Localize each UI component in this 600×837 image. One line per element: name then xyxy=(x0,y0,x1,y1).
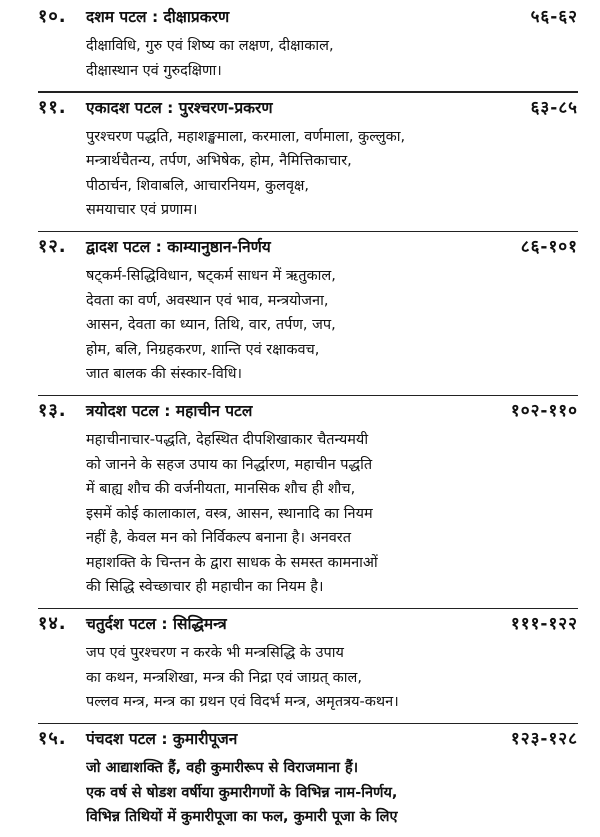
summary-line: महाचीनाचार-पद्धति, देहस्थित दीपशिखाकार चैतन्यमयी xyxy=(86,432,369,448)
entry-heading xyxy=(38,95,578,121)
page-range: १०२-११० xyxy=(510,401,578,421)
chapter-number: १३. xyxy=(38,400,67,421)
chapter-title: चतुर्दश पटल : सिद्धिमन्त्र xyxy=(86,615,227,633)
summary-line: नहीं है, केवल मन को निर्विकल्प बनाना है। अनवरत xyxy=(86,530,351,546)
toc-entry-14 xyxy=(38,611,578,724)
chapter-summary xyxy=(86,260,578,393)
summary-line: देवता का वर्ण, अवस्थान एवं भाव, मन्त्रयोजना, xyxy=(86,292,329,309)
summary-line: एक वर्ष से षोडश वर्षीया कुमारीगणों के विभिन्न नाम-निर्णय, xyxy=(86,784,398,801)
entry-heading xyxy=(38,234,578,260)
chapter-title: द्वादश पटल : काम्यानुष्ठान-निर्णय xyxy=(86,238,271,256)
toc-entry-15 xyxy=(38,726,578,830)
summary-line: समयाचार एवं प्रणाम। xyxy=(86,202,198,218)
summary-line: विभिन्न तिथियों में कुमारीपूजा का फल, कुमारी पूजा के लिए xyxy=(86,809,398,825)
page-range: १११-१२२ xyxy=(510,614,578,634)
summary-line: पुरश्चरण पद्धति, महाशङ्खमाला, करमाला, वर्णमाला, कुल्लुका, xyxy=(86,128,406,145)
chapter-title: एकादश पटल : पुरश्चरण-प्रकरण xyxy=(86,98,273,117)
chapter-summary xyxy=(86,424,578,606)
summary-line: पीठार्चन, शिवाबलि, आचारनियम, कुलवृक्ष, xyxy=(86,177,310,194)
summary-line: होम, बलि, निग्रहकरण, शान्ति एवं रक्षाकवच, xyxy=(86,341,320,358)
chapter-title: दशम पटल : दीक्षाप्रकरण xyxy=(86,8,230,26)
entry-heading xyxy=(38,4,578,30)
summary-line: को जानने के सहज उपाय का निर्द्धारण, महाचीन पद्धति xyxy=(86,456,373,473)
summary-line: जात बालक की संस्कार-विधि। xyxy=(86,366,242,382)
entry-heading xyxy=(38,398,578,424)
divider-rule xyxy=(38,395,578,397)
chapter-number: १२. xyxy=(38,236,67,257)
summary-line: इसमें कोई कालाकाल, वस्त्र, आसन, स्थानादि का नियम xyxy=(86,505,373,522)
toc-entry-11 xyxy=(38,95,578,233)
page-range: १२३-१२८ xyxy=(510,729,578,749)
toc-entry-10 xyxy=(38,4,578,93)
summary-line: मन्त्रार्थचैतन्य, तर्पण, अभिषेक, होम, नैमित्तिकाचार, xyxy=(86,153,352,169)
divider-rule xyxy=(38,608,578,610)
summary-line: षट्कर्म-सिद्धिविधान, षट्कर्म साधन में ऋतुकाल, xyxy=(86,268,336,284)
page-range: ६३-८५ xyxy=(530,97,578,118)
chapter-title: पंचदश पटल : कुमारीपूजन xyxy=(86,730,238,748)
summary-line: में बाह्य शौच की वर्जनीयता, मानसिक शौच ही शौच, xyxy=(86,481,356,497)
chapter-summary xyxy=(86,121,578,229)
divider-rule xyxy=(38,91,578,93)
page-range: ८६-१०१ xyxy=(520,237,578,257)
divider-rule xyxy=(38,723,578,725)
chapter-number: ११. xyxy=(38,96,67,118)
chapter-number: १०. xyxy=(38,6,67,27)
summary-line: का कथन, मन्त्रशिखा, मन्त्र की निद्रा एवं जाग्रत् काल, xyxy=(86,669,362,686)
toc-entry-12 xyxy=(38,234,578,396)
chapter-summary xyxy=(86,752,578,830)
chapter-number: १४. xyxy=(38,613,67,634)
chapter-number: १५. xyxy=(38,728,67,749)
summary-line: दीक्षाविधि, गुरु एवं शिष्य का लक्षण, दीक्षाकाल, xyxy=(86,38,334,54)
entry-heading xyxy=(38,726,578,752)
summary-line: जप एवं पुरश्चरण न करके भी मन्त्रसिद्धि के उपाय xyxy=(86,645,344,661)
page-range: ५६-६२ xyxy=(530,7,578,27)
chapter-title: त्रयोदश पटल : महाचीन पटल xyxy=(86,402,253,420)
summary-line: महाशक्ति के चिन्तन के द्वारा साधक के समस्त कामनाओं xyxy=(86,554,378,571)
entry-heading xyxy=(38,611,578,637)
summary-line: जो आद्याशक्ति हैं, वही कुमारीरूप से विराजमाना हैं। xyxy=(86,760,359,776)
chapter-summary xyxy=(86,30,578,89)
toc-entry-13 xyxy=(38,398,578,609)
summary-line: आसन, देवता का ध्यान, तिथि, वार, तर्पण, जप, xyxy=(86,317,336,333)
divider-rule xyxy=(38,231,578,233)
summary-line: पल्लव मन्त्र, मन्त्र का ग्रथन एवं विदर्भ मन्त्र, अमृतत्रय-कथन। xyxy=(86,694,399,710)
summary-line: दीक्षास्थान एवं गुरुदक्षिणा। xyxy=(86,62,222,79)
chapter-summary xyxy=(86,637,578,721)
summary-line: की सिद्धि स्वेच्छाचार ही महाचीन का नियम है। xyxy=(86,579,324,595)
